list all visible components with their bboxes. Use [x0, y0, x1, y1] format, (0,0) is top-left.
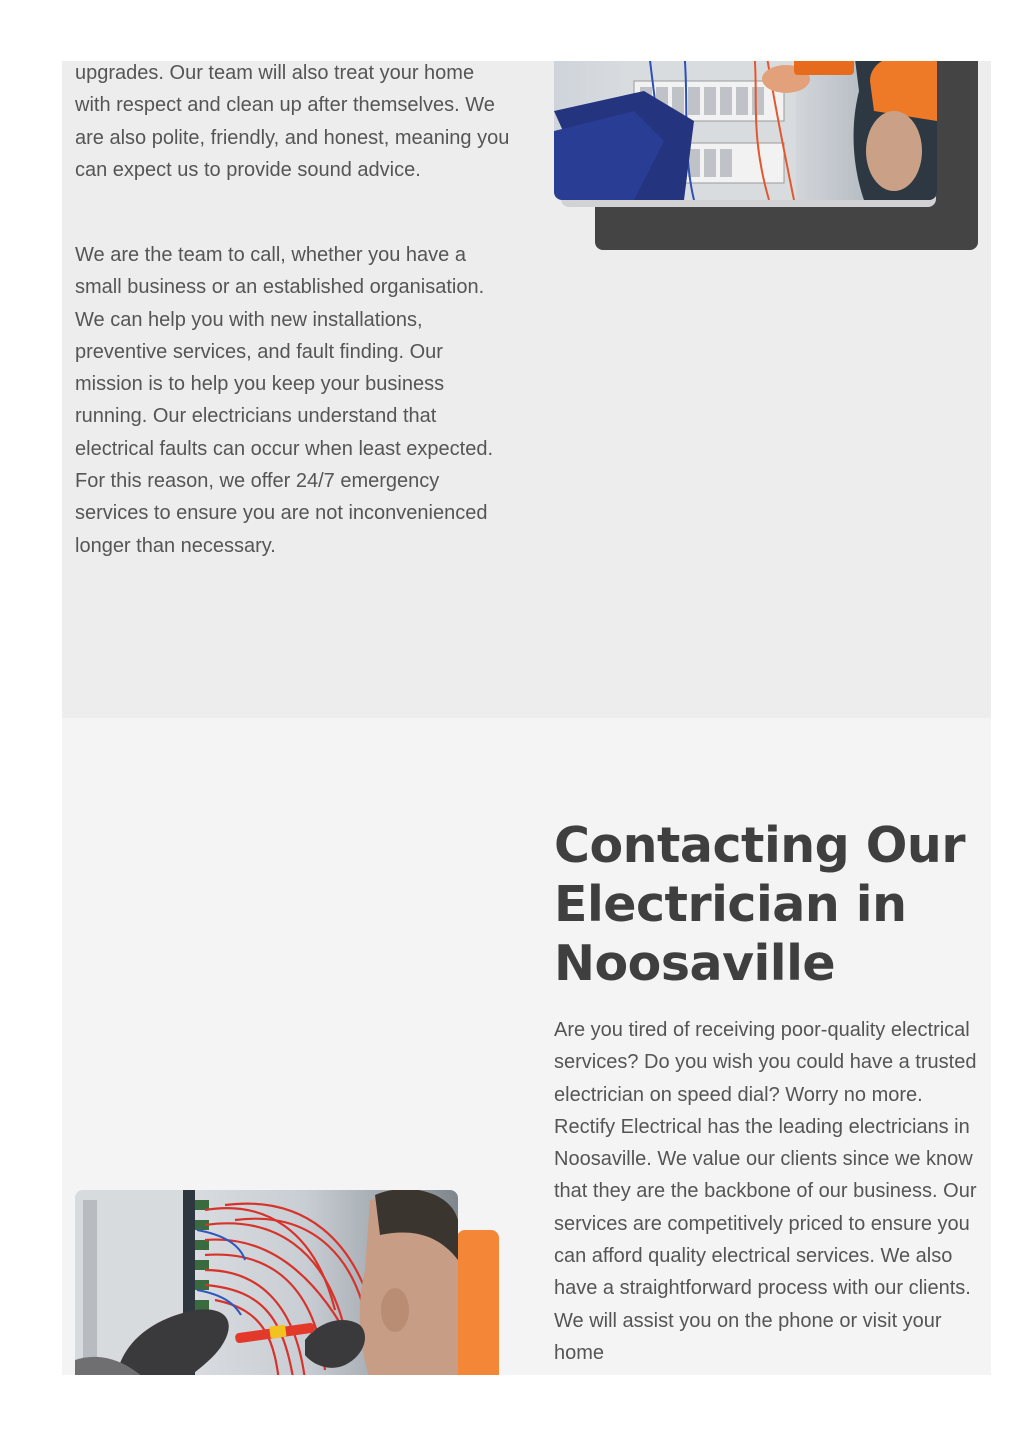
electrician-wiring-photo [75, 1190, 458, 1375]
contact-heading: Contacting Our Electrician in Noosaville [554, 817, 965, 992]
contact-paragraph: Are you tired of receiving poor-quality electrical services? Do you wish you could have a trusted electrician on speed dial? Worry no more. Rectify Electrical has the leading electricians in Noosaville. We value our clients since we know that they are the backbone of our business. Our services are competitively priced to ensure you can afford quality electrical services. We also have a straightforward process with our clients. We will assist you on the phone or visit your home [554, 1019, 977, 1364]
contact-section [62, 718, 991, 1375]
about-section [62, 61, 991, 718]
electrician-switchboard-photo [554, 61, 937, 200]
decorative-orange-block [457, 1230, 499, 1375]
about-paragraph-2: We are the team to call, whether you have a small business or an established organisation. We can help you with new installations, preventive services, and fault finding. Our mission is to help you keep your business running. Our electricians understand that electrical faults can occur when least expected. For this reason, we offer 24/7 emergency services to ensure you are not inconvenienced longer than necessary. [75, 244, 493, 557]
about-paragraph-1: upgrades. Our team will also treat your home with respect and clean up after themselves. We are also polite, friendly, and honest, meaning you can expect us to provide sound advice. [75, 62, 510, 181]
